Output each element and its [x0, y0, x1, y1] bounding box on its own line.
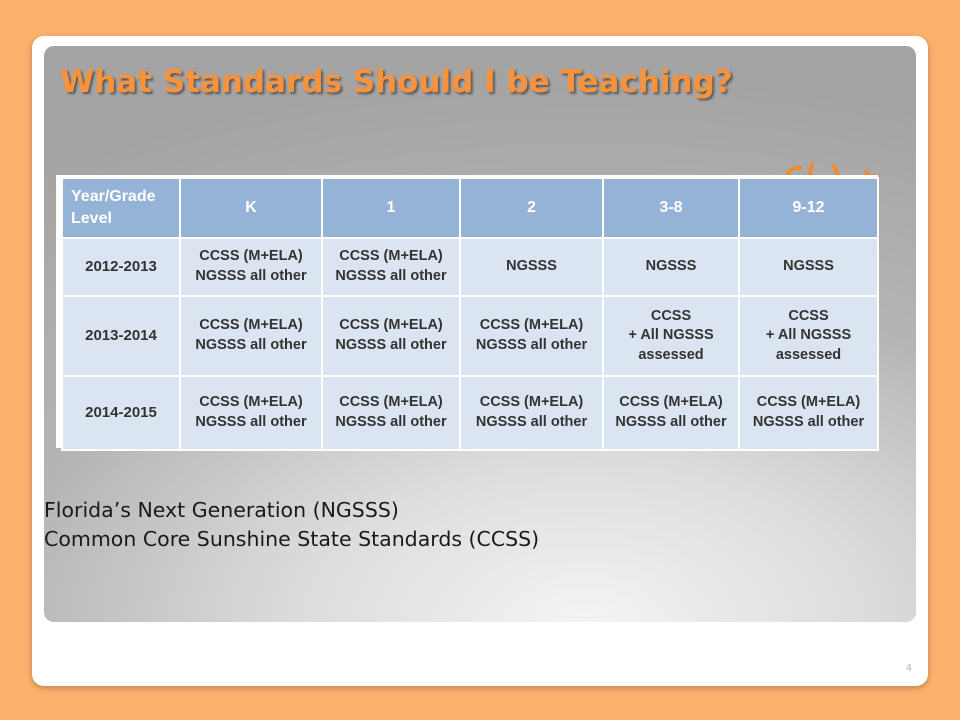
table-cell [460, 376, 603, 450]
cell-line: NGSSS all other [195, 337, 307, 353]
table-cell [739, 238, 878, 296]
body-line-ngsss: Florida’s Next Generation (NGSSS) [44, 498, 399, 522]
slide-card [32, 36, 928, 686]
column-header-9-12: 9-12 [739, 178, 878, 238]
cell-line: CCSS (M+ELA) [479, 317, 584, 334]
column-header-k: K [180, 178, 322, 238]
cell-line: NGSSS all other [475, 337, 588, 353]
table-cell [322, 296, 460, 376]
standards-table-image [56, 175, 878, 448]
cell-line: NGSSS all other [615, 414, 727, 430]
cell-line: CCSS [788, 307, 829, 324]
table-cell [460, 238, 603, 296]
year-cell: 2013-2014 [62, 296, 180, 376]
column-header-1: 1 [322, 178, 460, 238]
slide-title: What Standards Should I be Teaching? [60, 64, 733, 100]
table-cell [322, 238, 460, 296]
cell-line: NGSSS [506, 258, 557, 275]
year-cell: 2014-2015 [62, 376, 180, 450]
table-row [62, 376, 878, 450]
table-cell [460, 296, 603, 376]
cell-line: CCSS (M+ELA) [339, 248, 443, 265]
cell-line: NGSSS all other [475, 414, 588, 430]
cell-line: + All NGSSS [628, 327, 714, 344]
table-row [62, 296, 878, 376]
cell-line: CCSS (M+ELA) [479, 394, 584, 411]
table-cell [322, 376, 460, 450]
body-line-ccss: Common Core Sunshine State Standards (CCSS) [44, 527, 540, 551]
table-cell [603, 376, 739, 450]
table-cell [603, 238, 739, 296]
table-cell [603, 296, 739, 376]
cell-line: assessed [775, 346, 842, 363]
standards-table [61, 177, 879, 451]
cell-line: NGSSS all other [195, 268, 307, 284]
cell-line: CCSS (M+ELA) [619, 394, 723, 411]
cell-line: + All NGSSS [765, 327, 852, 344]
column-header-2: 2 [460, 178, 603, 238]
cell-line: CCSS (M+ELA) [339, 317, 443, 334]
table-header-row [62, 178, 878, 238]
cell-line: CCSS (M+ELA) [199, 394, 303, 411]
cell-line: CCSS (M+ELA) [756, 394, 861, 411]
table-cell [739, 376, 878, 450]
cell-line: CCSS (M+ELA) [199, 248, 303, 265]
year-cell: 2012-2013 [62, 238, 180, 296]
table-cell [180, 296, 322, 376]
cell-line: NGSSS all other [752, 414, 865, 430]
body-text [44, 496, 539, 554]
cell-line: NGSSS all other [335, 337, 447, 353]
slide-number: 4 [905, 663, 912, 674]
column-header-3-8: 3-8 [603, 178, 739, 238]
cell-line: CCSS (M+ELA) [199, 317, 303, 334]
cell-line: NGSSS all other [335, 414, 447, 430]
cell-line: NGSSS [783, 258, 834, 275]
cell-line: CCSS [650, 307, 692, 324]
column-header-year-grade: Year/Grade Level [62, 178, 180, 238]
table-cell [739, 296, 878, 376]
cell-line: CCSS (M+ELA) [339, 394, 443, 411]
cell-line: NGSSS all other [195, 414, 307, 430]
table-cell [180, 376, 322, 450]
table-row [62, 238, 878, 296]
cell-line: NGSSS all other [335, 268, 447, 284]
content-panel [44, 46, 916, 622]
table-cell [180, 238, 322, 296]
cell-line: NGSSS [645, 258, 697, 275]
cell-line: assessed [638, 346, 704, 363]
